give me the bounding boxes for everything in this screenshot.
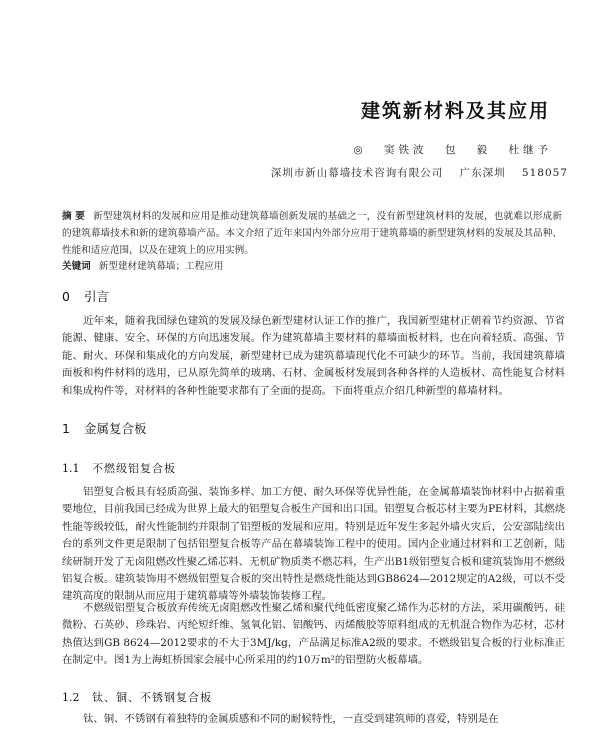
- subsection-title: 不燃级铝复合板: [92, 462, 176, 475]
- paragraph-titanium-copper: 钛、铜、不锈钢有着独特的金属质感和不同的耐候特性，一直受到建筑师的喜爱，特别是在: [83, 713, 499, 725]
- section-number: 0: [62, 289, 70, 304]
- author-line: ◎ 窦铁波 包 毅 杜继予: [353, 144, 552, 156]
- paragraph-noncombustible-core: 不燃级铝塑复合板放弃传统无卤阻燃改性聚乙烯和聚代纯低密度聚乙烯作为芯材的方法，采用碳酸钙、硅微粉、石英砂、珍珠岩、丙纶短纤维、氢氧化铝、铝酸钙、丙烯酸胶等原料组成的无机混合物作为芯材，芯材热值达到GB 8624—2012要求的不大于3MJ/kg，产品满足标准A2级的要求。不燃级铝复合板的行业标准正在制定中。图1为上海虹桥国家会展中心所采用的约10万m²的铝塑防火板幕墙。: [62, 602, 565, 667]
- subsection-heading-noncombustible: [62, 460, 176, 476]
- subsection-heading-titanium-copper: [62, 689, 212, 705]
- abstract-label: 摘 要: [62, 211, 86, 222]
- subsection-number: 1.2: [62, 691, 80, 704]
- section-heading-metal-composite: [62, 419, 147, 437]
- paragraph-introduction: 近年来，随着我国绿色建筑的发展及绿色新型建材认证工作的推广，我国新型建材正朝着节约资源、节省能源、健康、安全、环保的方向迅速发展。作为建筑幕墙主要材料的幕墙面板材料，也在向着轻质、高强、节能、耐火、环保和集成化的方向发展，新型建材已成为建筑幕墙现代化不可缺少的环节。当前，我国建筑幕墙面板和构件材料的选用，已从原先简单的玻璃、石材、金属板材发展到各种各样的人造板材、高性能复合材料和集成构件等，对材料的各种性能要求都有了全面的提高。下面将重点介绍几种新型的幕墙材料。: [62, 315, 565, 397]
- subsection-title: 钛、铜、不锈钢复合板: [92, 691, 212, 704]
- section-title: 金属复合板: [84, 421, 147, 436]
- article-title: 建筑新材料及其应用: [360, 100, 550, 122]
- keywords-block: [62, 258, 562, 272]
- section-heading-introduction: [62, 287, 109, 305]
- section-title: 引言: [84, 289, 110, 304]
- abstract-text: 新型建筑材料的发展和应用是推动建筑幕墙创新发展的基础之一，没有新型建筑材料的发展，也就难以形成新的建筑幕墙技术和新的建筑幕墙产品。本文介绍了近年来国内外部分应用于建筑幕墙的新型建筑材料的发展及其品种、性能和适应范围，以及在建筑上的应用实例。: [62, 211, 563, 256]
- affiliation-line: 深圳市新山幕墙技术咨询有限公司 广东深圳 518057: [270, 167, 568, 179]
- paragraph-aluminum-plastic: 铝塑复合板具有轻质高强、装饰多样、加工方便、耐久环保等优异性能，在金属幕墙装饰材料中占据着重要地位，目前我国已经成为世界上最大的铝塑复合板生产国和出口国。铝塑复合板芯材主要为PE材料，其燃烧性能等级较低，耐火性能制约并限制了铝塑板的发展和应用。特别是近年发生多起外墙火灾后，公安部陆续出台的系列文件更是限制了包括铝塑复合板等产品在幕墙装饰工程中的使用。国内企业通过材料和工艺创新，陆续研制开发了无卤阻燃改性聚乙烯芯料、无机矿物质类不燃芯料，生产出B1级铝塑复合板和建筑装饰用不燃级铝复合板。建筑装饰用不燃级铝塑复合板的突出特性是燃烧性能达到GB8624—2012规定的A2级，可以不受建筑高度的限制从而应用于建筑幕墙等外墙装饰装修工程。: [62, 486, 565, 603]
- subsection-number: 1.1: [62, 462, 80, 475]
- keywords-text: 新型建材建筑幕墙；工程应用: [98, 261, 224, 272]
- keywords-label: 关键词: [62, 261, 91, 272]
- section-number: 1: [62, 421, 70, 436]
- abstract-block: [62, 208, 562, 259]
